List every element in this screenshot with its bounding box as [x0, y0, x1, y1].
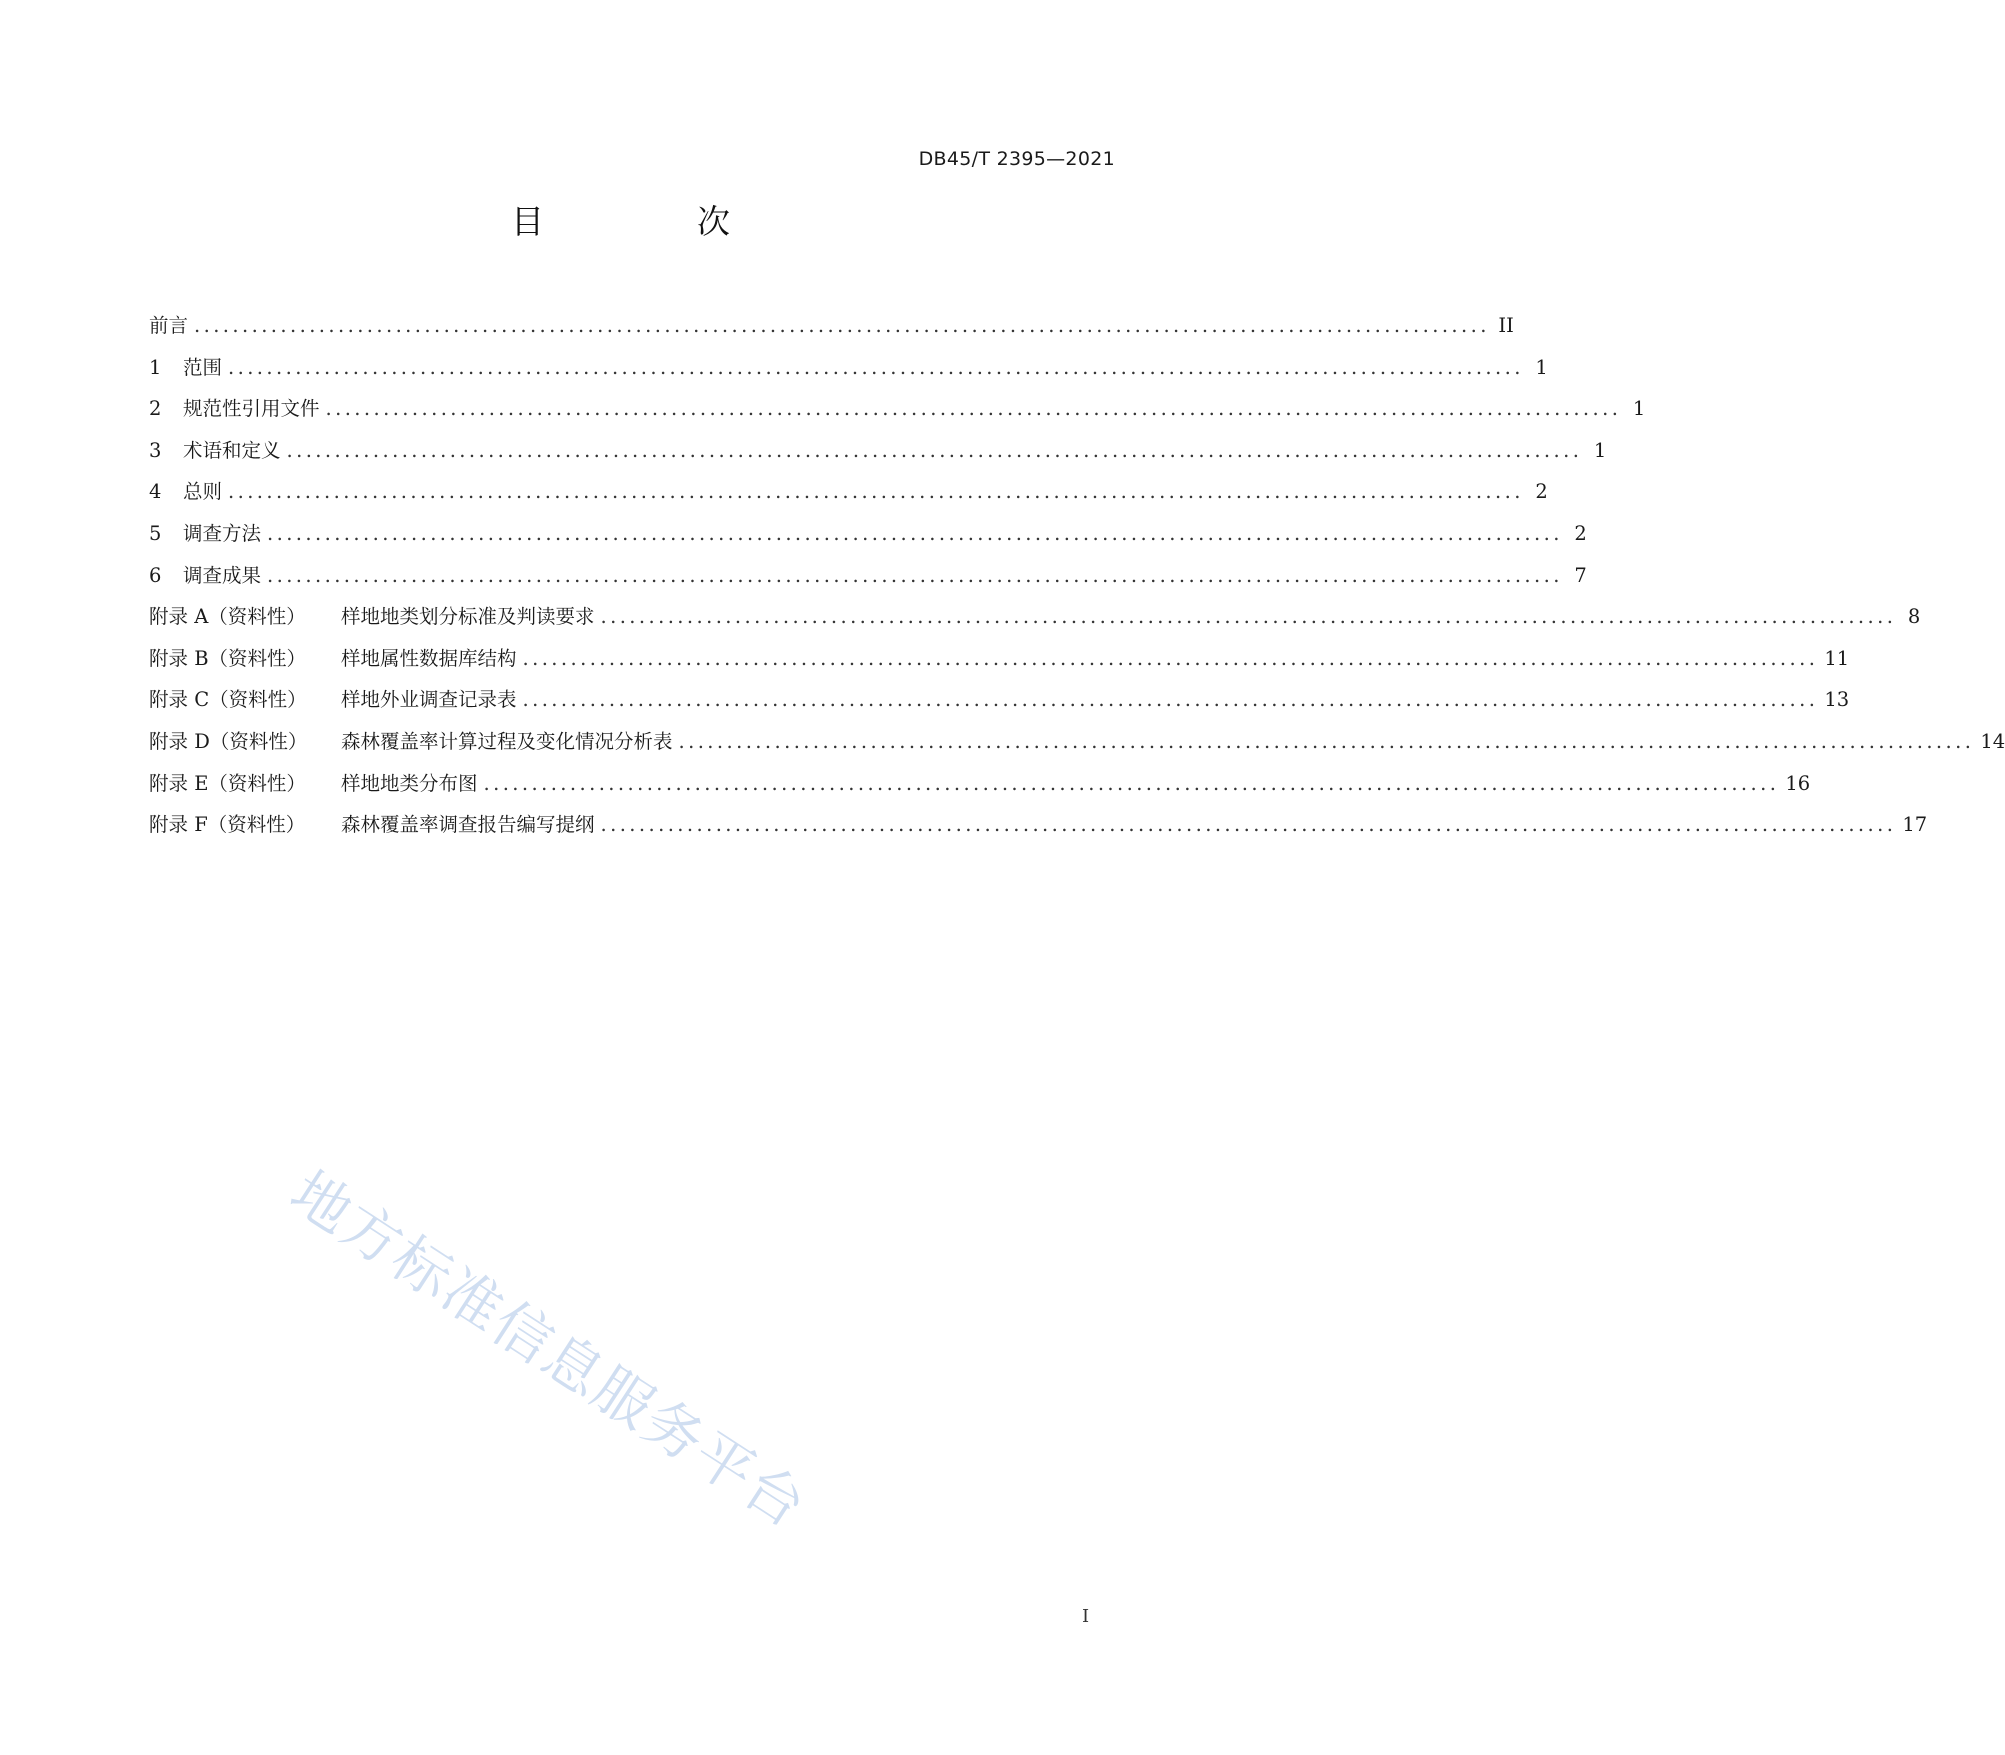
toc-leader-dots: ....................................................................................................................................... — [522, 688, 1819, 712]
toc-entry[interactable] — [149, 310, 1514, 352]
toc-entry[interactable] — [149, 393, 1646, 435]
toc-entry-page: 17 — [1902, 813, 1928, 837]
toc-entry-page: 2 — [1535, 480, 1548, 504]
toc-entry-label: 规范性引用文件 — [183, 397, 320, 421]
toc-entry[interactable] — [149, 476, 1548, 518]
toc-entry-page: 1 — [1632, 397, 1646, 421]
toc-appendix-prefix: 附录 E（资料性） — [149, 771, 306, 795]
toc-entry-page: 13 — [1824, 688, 1850, 712]
watermark: 地方标准信息服务平台 — [278, 1157, 820, 1542]
toc-entry-page: 2 — [1574, 521, 1587, 545]
toc-entry-label: 样地地类划分标准及判读要求 — [341, 605, 595, 629]
toc-leader-dots: ....................................................................................................................................... — [228, 355, 1524, 379]
toc-entry[interactable] — [149, 518, 1587, 560]
toc-leader-dots: ....................................................................................................................................... — [267, 521, 1563, 545]
toc-entry[interactable] — [149, 643, 1850, 685]
table-of-contents — [149, 310, 2005, 851]
toc-entry-page: 1 — [1593, 438, 1607, 462]
toc-entry-page: 7 — [1574, 563, 1587, 587]
toc-entry-number: 3 — [149, 438, 162, 462]
toc-entry-label: 调查成果 — [183, 563, 262, 587]
toc-entry-number: 4 — [149, 480, 162, 504]
toc-entry[interactable] — [149, 809, 1928, 851]
toc-leader-dots: ....................................................................................................................................... — [267, 563, 1563, 587]
toc-leader-dots: ....................................................................................................................................... — [483, 771, 1780, 795]
page-number: I — [1082, 1606, 1090, 1627]
toc-entry-label: 范围 — [183, 355, 223, 379]
toc-leader-dots: ....................................................................................................................................... — [522, 646, 1819, 670]
toc-leader-dots: ....................................................................................................................................... — [228, 480, 1524, 504]
toc-entry-label: 森林覆盖率调查报告编写提纲 — [341, 813, 595, 837]
toc-entry-page: 16 — [1785, 771, 1811, 795]
toc-leader-dots: ....................................................................................................................................... — [286, 438, 1583, 462]
toc-entry[interactable] — [149, 560, 1587, 602]
toc-entry[interactable] — [149, 684, 1850, 726]
toc-entry[interactable] — [149, 435, 1607, 477]
toc-entry-number: 1 — [149, 355, 162, 379]
toc-appendix-prefix: 附录 C（资料性） — [149, 688, 307, 712]
toc-leader-dots: ....................................................................................................................................... — [600, 813, 1897, 837]
toc-appendix-prefix: 附录 B（资料性） — [149, 646, 307, 670]
toc-entry-page: 8 — [1907, 605, 1921, 629]
toc-entry-label: 样地属性数据库结构 — [341, 646, 517, 670]
toc-entry-number: 2 — [149, 397, 162, 421]
toc-entry-label: 术语和定义 — [183, 438, 281, 462]
toc-leader-dots: ....................................................................................................................................... — [600, 605, 1897, 629]
toc-entry-page: II — [1498, 314, 1514, 337]
toc-appendix-prefix: 附录 A（资料性） — [149, 605, 306, 629]
toc-entry-page: 1 — [1535, 355, 1548, 379]
toc-entry-label: 样地外业调查记录表 — [341, 688, 517, 712]
toc-leader-dots: ....................................................................................................................................... — [678, 729, 1975, 753]
toc-entry-page: 14 — [1980, 729, 2005, 753]
toc-entry[interactable] — [149, 768, 1811, 810]
toc-entry-number: 6 — [149, 563, 162, 587]
toc-title: 目 次 — [511, 202, 790, 241]
toc-appendix-prefix: 附录 F（资料性） — [149, 813, 306, 837]
toc-entry[interactable] — [149, 352, 1548, 394]
toc-entry[interactable] — [149, 726, 2005, 768]
toc-entry-label: 总则 — [183, 480, 223, 504]
toc-entry-label: 前言 — [149, 314, 189, 337]
toc-leader-dots: ....................................................................................................................................... — [194, 314, 1490, 337]
toc-leader-dots: ....................................................................................................................................... — [325, 397, 1622, 421]
toc-entry-label: 森林覆盖率计算过程及变化情况分析表 — [341, 729, 673, 753]
toc-entry-label: 调查方法 — [183, 521, 262, 545]
toc-entry-number: 5 — [149, 521, 162, 545]
toc-entry-label: 样地地类分布图 — [341, 771, 478, 795]
toc-appendix-prefix: 附录 D（资料性） — [149, 729, 308, 753]
document-code: DB45/T 2395—2021 — [918, 148, 1115, 170]
toc-entry-page: 11 — [1824, 646, 1850, 670]
toc-entry[interactable] — [149, 601, 1921, 643]
